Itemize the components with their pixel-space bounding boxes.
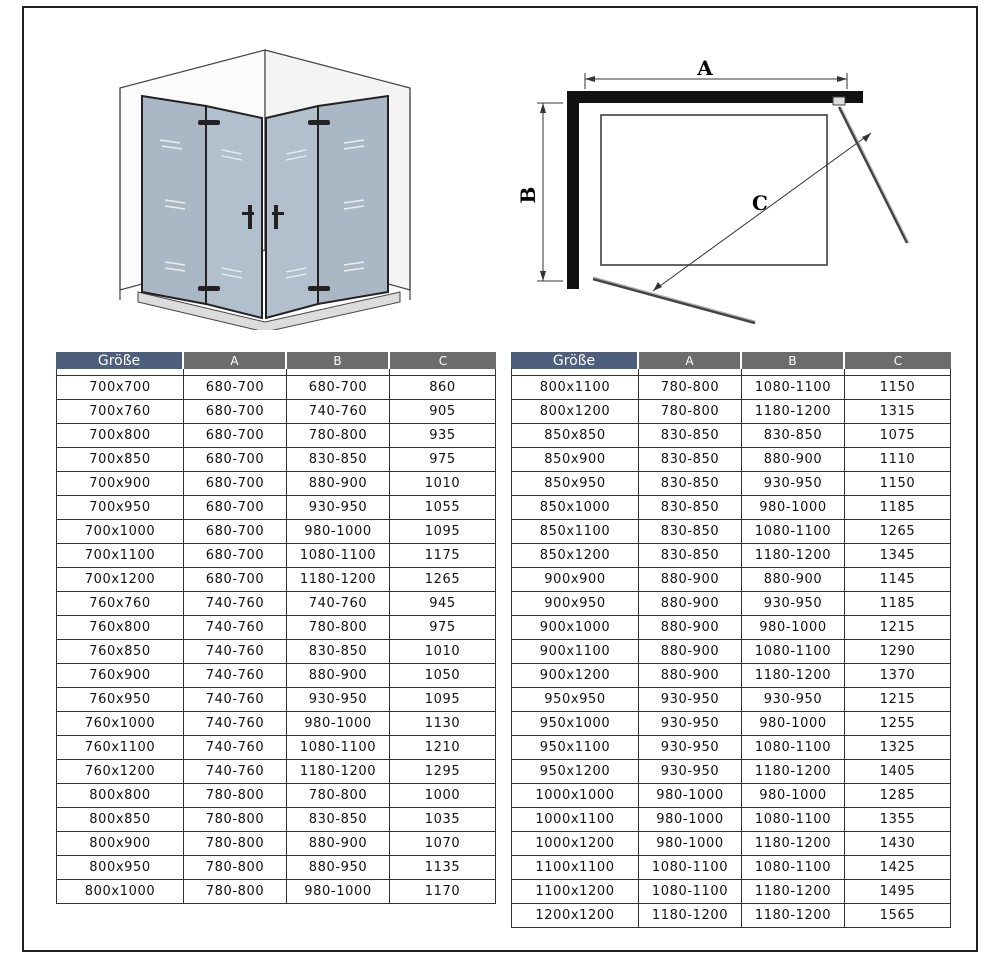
cell-c: 1095: [390, 688, 496, 712]
cell-c: 1035: [390, 808, 496, 832]
cell-c: 1265: [390, 568, 496, 592]
cell-b: 980-1000: [287, 520, 390, 544]
cell-b: 1180-1200: [742, 664, 845, 688]
cell-c: 1325: [845, 736, 951, 760]
cell-c: 1430: [845, 832, 951, 856]
table-row: [511, 496, 951, 520]
cell-size: 850x1000: [511, 496, 639, 520]
cell-size: 700x1100: [56, 544, 184, 568]
side-wall: [567, 91, 579, 289]
cell-b: 780-800: [287, 616, 390, 640]
table-row: [56, 808, 496, 832]
cell-a: 780-800: [639, 376, 742, 400]
size-table-right: [511, 352, 951, 928]
cell-a: 780-800: [184, 808, 287, 832]
cell-a: 830-850: [639, 544, 742, 568]
cell-b: 1080-1100: [742, 376, 845, 400]
cell-b: 1080-1100: [287, 544, 390, 568]
spacer-cell: [184, 369, 287, 376]
cell-c: 1055: [390, 496, 496, 520]
cell-size: 700x800: [56, 424, 184, 448]
header-c: C: [390, 352, 496, 369]
table-row: [511, 712, 951, 736]
cell-a: 880-900: [639, 592, 742, 616]
cell-a: 680-700: [184, 400, 287, 424]
cell-b: 930-950: [287, 496, 390, 520]
cell-size: 760x1000: [56, 712, 184, 736]
cell-a: 980-1000: [639, 808, 742, 832]
header-size: Größe: [56, 352, 184, 369]
cell-c: 1150: [845, 472, 951, 496]
cell-c: 1150: [845, 376, 951, 400]
cell-size: 700x900: [56, 472, 184, 496]
cell-a: 830-850: [639, 520, 742, 544]
cell-a: 880-900: [639, 640, 742, 664]
cell-a: 740-760: [184, 664, 287, 688]
cell-size: 800x900: [56, 832, 184, 856]
cell-c: 1315: [845, 400, 951, 424]
cell-c: 1010: [390, 472, 496, 496]
spacer-cell: [56, 369, 184, 376]
cell-c: 1355: [845, 808, 951, 832]
cell-size: 1200x1200: [511, 904, 639, 928]
cell-b: 980-1000: [287, 880, 390, 904]
cell-size: 1000x1100: [511, 808, 639, 832]
cell-a: 830-850: [639, 448, 742, 472]
cell-size: 700x950: [56, 496, 184, 520]
table-row: [511, 760, 951, 784]
cell-a: 740-760: [184, 640, 287, 664]
cell-c: 1370: [845, 664, 951, 688]
table-row: [511, 640, 951, 664]
cell-b: 980-1000: [742, 496, 845, 520]
table-row: [56, 880, 496, 904]
cell-size: 700x700: [56, 376, 184, 400]
header-a: A: [639, 352, 742, 369]
cell-b: 980-1000: [742, 616, 845, 640]
table-spacer-row: [511, 369, 951, 376]
cell-size: 850x900: [511, 448, 639, 472]
cell-b: 1180-1200: [742, 904, 845, 928]
cell-size: 850x850: [511, 424, 639, 448]
cell-a: 780-800: [184, 856, 287, 880]
cell-c: 1265: [845, 520, 951, 544]
cell-size: 800x850: [56, 808, 184, 832]
cell-b: 980-1000: [287, 712, 390, 736]
cell-b: 880-900: [742, 568, 845, 592]
cell-c: 1285: [845, 784, 951, 808]
cell-a: 680-700: [184, 424, 287, 448]
spacer-cell: [639, 369, 742, 376]
cell-c: 1135: [390, 856, 496, 880]
cell-b: 980-1000: [742, 784, 845, 808]
cell-c: 1405: [845, 760, 951, 784]
cell-size: 950x950: [511, 688, 639, 712]
cell-c: 1095: [390, 520, 496, 544]
cell-size: 900x1000: [511, 616, 639, 640]
cell-size: 700x850: [56, 448, 184, 472]
cell-a: 740-760: [184, 616, 287, 640]
table-row: [56, 832, 496, 856]
dimension-a-label: A: [697, 56, 713, 80]
cell-b: 930-950: [742, 688, 845, 712]
cell-c: 1175: [390, 544, 496, 568]
cell-size: 900x1200: [511, 664, 639, 688]
cell-b: 740-760: [287, 400, 390, 424]
cell-a: 680-700: [184, 520, 287, 544]
cell-size: 760x1200: [56, 760, 184, 784]
table-row: [511, 736, 951, 760]
table-row: [56, 568, 496, 592]
table-spacer-row: [56, 369, 496, 376]
cell-a: 880-900: [639, 664, 742, 688]
cell-c: 860: [390, 376, 496, 400]
cell-b: 880-950: [287, 856, 390, 880]
cell-size: 900x1100: [511, 640, 639, 664]
spacer-cell: [845, 369, 951, 376]
back-wall: [567, 91, 863, 103]
cell-size: 800x1000: [56, 880, 184, 904]
cell-b: 680-700: [287, 376, 390, 400]
cell-a: 780-800: [184, 880, 287, 904]
cell-a: 980-1000: [639, 784, 742, 808]
cell-size: 700x760: [56, 400, 184, 424]
spacer-cell: [511, 369, 639, 376]
cell-c: 1215: [845, 688, 951, 712]
table-row: [511, 664, 951, 688]
cell-c: 945: [390, 592, 496, 616]
table-row: [56, 592, 496, 616]
header-size: Größe: [511, 352, 639, 369]
table-row: [511, 520, 951, 544]
cell-c: 1185: [845, 592, 951, 616]
cell-b: 780-800: [287, 784, 390, 808]
cell-b: 780-800: [287, 424, 390, 448]
cell-size: 800x950: [56, 856, 184, 880]
table-row: [511, 616, 951, 640]
cell-size: 700x1000: [56, 520, 184, 544]
table-row: [56, 856, 496, 880]
cell-b: 1180-1200: [742, 832, 845, 856]
cell-b: 1180-1200: [742, 544, 845, 568]
table-row: [56, 376, 496, 400]
cell-a: 740-760: [184, 712, 287, 736]
table-row: [56, 424, 496, 448]
cell-c: 1110: [845, 448, 951, 472]
table-row: [56, 688, 496, 712]
table-header-row: [511, 352, 951, 369]
cell-a: 780-800: [639, 400, 742, 424]
cell-a: 980-1000: [639, 832, 742, 856]
cell-a: 930-950: [639, 688, 742, 712]
cell-c: 1290: [845, 640, 951, 664]
cell-b: 880-900: [287, 832, 390, 856]
cell-b: 1180-1200: [742, 400, 845, 424]
shower-enclosure-illustration: [110, 40, 420, 330]
dimension-b-label: B: [516, 186, 540, 204]
cell-a: 1080-1100: [639, 856, 742, 880]
cell-a: 830-850: [639, 424, 742, 448]
cell-c: 1050: [390, 664, 496, 688]
table-row: [511, 376, 951, 400]
header-b: B: [287, 352, 390, 369]
cell-b: 1080-1100: [742, 856, 845, 880]
cell-c: 1000: [390, 784, 496, 808]
table-row: [511, 688, 951, 712]
cell-c: 1185: [845, 496, 951, 520]
cell-a: 880-900: [639, 616, 742, 640]
cell-c: 1170: [390, 880, 496, 904]
cell-size: 800x1200: [511, 400, 639, 424]
cell-b: 1180-1200: [742, 760, 845, 784]
cell-b: 1080-1100: [287, 736, 390, 760]
spacer-cell: [287, 369, 390, 376]
cell-c: 1495: [845, 880, 951, 904]
cell-a: 930-950: [639, 760, 742, 784]
cell-size: 900x900: [511, 568, 639, 592]
cell-c: 1075: [845, 424, 951, 448]
cell-size: 800x800: [56, 784, 184, 808]
cell-c: 1130: [390, 712, 496, 736]
table-row: [511, 808, 951, 832]
dimension-c-label: C: [752, 191, 768, 215]
header-b: B: [742, 352, 845, 369]
cell-c: 1565: [845, 904, 951, 928]
table-row: [511, 784, 951, 808]
table-row: [511, 592, 951, 616]
cell-b: 1080-1100: [742, 808, 845, 832]
cell-b: 930-950: [287, 688, 390, 712]
table-row: [56, 520, 496, 544]
cell-size: 760x800: [56, 616, 184, 640]
cell-c: 935: [390, 424, 496, 448]
cell-a: 830-850: [639, 472, 742, 496]
cell-size: 850x950: [511, 472, 639, 496]
cell-a: 740-760: [184, 736, 287, 760]
spacer-cell: [390, 369, 496, 376]
spacer-cell: [742, 369, 845, 376]
cell-a: 680-700: [184, 448, 287, 472]
cell-size: 1100x1100: [511, 856, 639, 880]
cell-b: 1080-1100: [742, 640, 845, 664]
cell-a: 740-760: [184, 688, 287, 712]
table-row: [511, 568, 951, 592]
cell-size: 1000x1200: [511, 832, 639, 856]
table-row: [56, 544, 496, 568]
cell-c: 1295: [390, 760, 496, 784]
cell-a: 680-700: [184, 544, 287, 568]
table-row: [511, 424, 951, 448]
cell-b: 880-900: [287, 664, 390, 688]
size-table-left: [56, 352, 496, 904]
cell-b: 930-950: [742, 592, 845, 616]
cell-size: 760x900: [56, 664, 184, 688]
cell-size: 950x1100: [511, 736, 639, 760]
cell-b: 1180-1200: [287, 760, 390, 784]
table-row: [56, 784, 496, 808]
cell-size: 700x1200: [56, 568, 184, 592]
cell-c: 1070: [390, 832, 496, 856]
cell-a: 880-900: [639, 568, 742, 592]
cell-c: 905: [390, 400, 496, 424]
cell-a: 680-700: [184, 472, 287, 496]
table-row: [511, 880, 951, 904]
cell-a: 780-800: [184, 832, 287, 856]
cell-b: 1180-1200: [742, 880, 845, 904]
cell-b: 1180-1200: [287, 568, 390, 592]
cell-a: 930-950: [639, 736, 742, 760]
cell-size: 760x760: [56, 592, 184, 616]
cell-a: 780-800: [184, 784, 287, 808]
cell-size: 950x1200: [511, 760, 639, 784]
cell-size: 850x1200: [511, 544, 639, 568]
cell-a: 680-700: [184, 376, 287, 400]
cell-size: 1100x1200: [511, 880, 639, 904]
dimension-diagram: [505, 55, 925, 335]
cell-size: 760x850: [56, 640, 184, 664]
table-row: [56, 760, 496, 784]
cell-b: 880-900: [287, 472, 390, 496]
cell-c: 1345: [845, 544, 951, 568]
table-row: [511, 472, 951, 496]
cell-c: 1210: [390, 736, 496, 760]
cell-b: 830-850: [742, 424, 845, 448]
cell-c: 975: [390, 448, 496, 472]
cell-b: 1080-1100: [742, 520, 845, 544]
table-row: [56, 712, 496, 736]
cell-size: 900x950: [511, 592, 639, 616]
cell-b: 880-900: [742, 448, 845, 472]
header-c: C: [845, 352, 951, 369]
cell-a: 830-850: [639, 496, 742, 520]
table-row: [56, 448, 496, 472]
cell-size: 760x950: [56, 688, 184, 712]
cell-a: 1080-1100: [639, 880, 742, 904]
table-row: [56, 736, 496, 760]
cell-size: 1000x1000: [511, 784, 639, 808]
cell-c: 1010: [390, 640, 496, 664]
table-row: [56, 664, 496, 688]
cell-size: 950x1000: [511, 712, 639, 736]
table-row: [511, 544, 951, 568]
cell-b: 980-1000: [742, 712, 845, 736]
table-header-row: [56, 352, 496, 369]
table-row: [56, 472, 496, 496]
table-row: [56, 616, 496, 640]
table-row: [511, 904, 951, 928]
table-row: [56, 640, 496, 664]
table-row: [511, 832, 951, 856]
cell-b: 830-850: [287, 640, 390, 664]
cell-a: 680-700: [184, 568, 287, 592]
cell-size: 800x1100: [511, 376, 639, 400]
cell-b: 740-760: [287, 592, 390, 616]
cell-c: 1255: [845, 712, 951, 736]
cell-c: 1425: [845, 856, 951, 880]
cell-a: 740-760: [184, 760, 287, 784]
table-row: [511, 448, 951, 472]
cell-a: 680-700: [184, 496, 287, 520]
cell-b: 830-850: [287, 448, 390, 472]
cell-a: 1180-1200: [639, 904, 742, 928]
table-row: [56, 400, 496, 424]
header-a: A: [184, 352, 287, 369]
cell-b: 1080-1100: [742, 736, 845, 760]
cell-a: 740-760: [184, 592, 287, 616]
cell-b: 830-850: [287, 808, 390, 832]
cell-a: 930-950: [639, 712, 742, 736]
cell-c: 975: [390, 616, 496, 640]
cell-c: 1145: [845, 568, 951, 592]
cell-size: 760x1100: [56, 736, 184, 760]
table-row: [511, 856, 951, 880]
cell-b: 930-950: [742, 472, 845, 496]
table-row: [511, 400, 951, 424]
cell-c: 1215: [845, 616, 951, 640]
cell-size: 850x1100: [511, 520, 639, 544]
table-row: [56, 496, 496, 520]
